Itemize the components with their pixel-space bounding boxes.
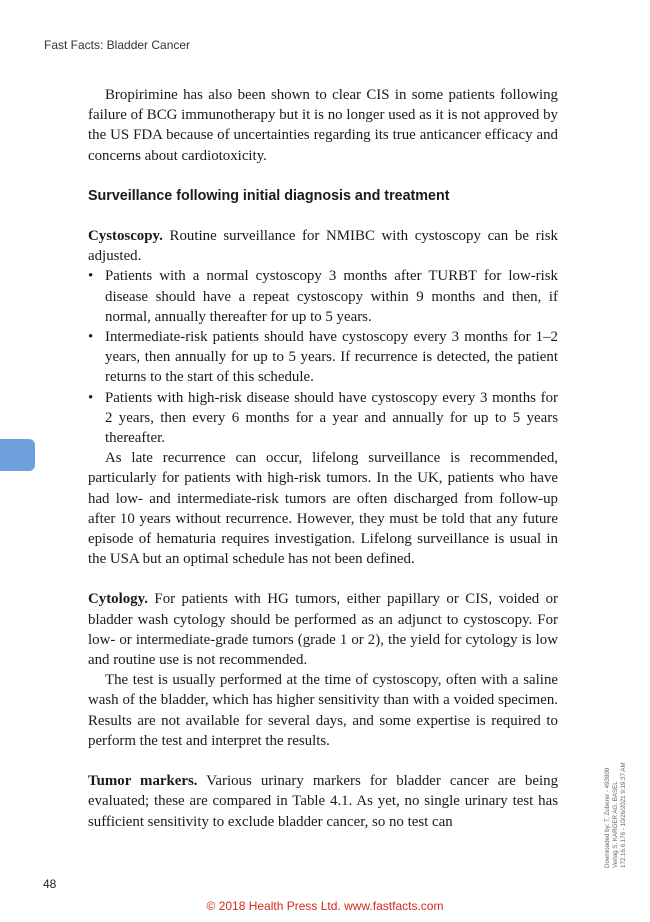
bullet-marker: •: [88, 329, 94, 346]
cystoscopy-label: Cystoscopy.: [88, 228, 163, 245]
tumor-markers-text: Various urinary markers for bladder cancer are being evaluated; these are compared in Table 4.1. As yet, no single urinary test has sufficient sensitivity to exclude bladder cancer, so no test can: [88, 773, 559, 830]
cytology-text: For patients with HG tumors, either papillary or CIS, voided or bladder wash cytology should be performed as an adjunct to cystoscopy. For low- or intermediate-grade tumors (grade 1 or 2), the yield for cytology is low and routine use is not recommended.: [88, 591, 558, 669]
copyright-link[interactable]: © 2018 Health Press Ltd. www.fastfacts.com: [206, 899, 444, 913]
body-text-column: [88, 85, 558, 832]
cystoscopy-paragraph: [88, 226, 558, 266]
section-heading: Surveillance following initial diagnosis and treatment: [88, 187, 450, 204]
cytology-paragraph: [88, 589, 558, 670]
watermark-line: 172.16.6.176 - 10/26/2021 9:19:37 AM: [620, 762, 627, 868]
list-item-text: Intermediate-risk patients should have cystoscopy every 3 months for 1–2 years, then annually for up to 5 years. If recurrence is detected, the patient returns to the start of this schedule.: [105, 329, 558, 386]
late-recurrence-paragraph: As late recurrence can occur, lifelong surveillance is recommended, particularly for patients with high-risk tumors. In the UK, patients who have had low- and intermediate-risk tumors are often discharged from follow-up after 10 years without recurrence. However, they must be told that any future episode of hematuria requires investigation. Lifelong surveillance is usual in the USA but an optimal schedule has not been defined.: [88, 450, 558, 568]
list-item: [88, 327, 558, 388]
list-item-text: Patients with a normal cystoscopy 3 months after TURBT for low-risk disease should have a repeat cystoscopy within 9 months and then, if normal, annually thereafter for up to 5 years.: [105, 268, 558, 325]
intro-paragraph: Bropirimine has also been shown to clear CIS in some patients following failure of BCG immunotherapy but it is no longer used as it is not approved by the US FDA because of uncertainties regarding its true anticancer efficacy and concerns about cardiotoxicity.: [88, 87, 558, 164]
page-number: 48: [43, 877, 57, 891]
watermark-line: Verlag S. KARGER AG, BASEL: [612, 781, 619, 868]
bullet-marker: •: [88, 389, 94, 406]
tumor-markers-paragraph: [88, 771, 558, 832]
download-watermark: [604, 568, 628, 868]
bullet-marker: •: [88, 268, 94, 285]
running-head: Fast Facts: Bladder Cancer: [44, 38, 191, 52]
list-item-text: Patients with high-risk disease should have cystoscopy every 3 months for 2 years, then every 6 months for a year and annually for up to 5 years thereafter.: [105, 389, 558, 447]
list-item: [88, 388, 558, 449]
cytology-label: Cytology.: [88, 591, 148, 608]
list-item: [88, 266, 558, 327]
cystoscopy-text: Routine surveillance for NMIBC with cystoscopy can be risk adjusted.: [88, 228, 558, 265]
tumor-markers-label: Tumor markers.: [88, 773, 198, 790]
surveillance-bullet-list: [88, 266, 558, 448]
chapter-side-tab: [0, 439, 35, 471]
cytology-follow-paragraph: The test is usually performed at the time of cystoscopy, often with a saline wash of the bladder, which has higher sensitivity than with a voided specimen. Results are not available for several days, and some expertise is required to perform the test and interpret the results.: [88, 672, 558, 749]
watermark-line: Downloaded by: T. Zuberer - 493809: [604, 767, 611, 868]
